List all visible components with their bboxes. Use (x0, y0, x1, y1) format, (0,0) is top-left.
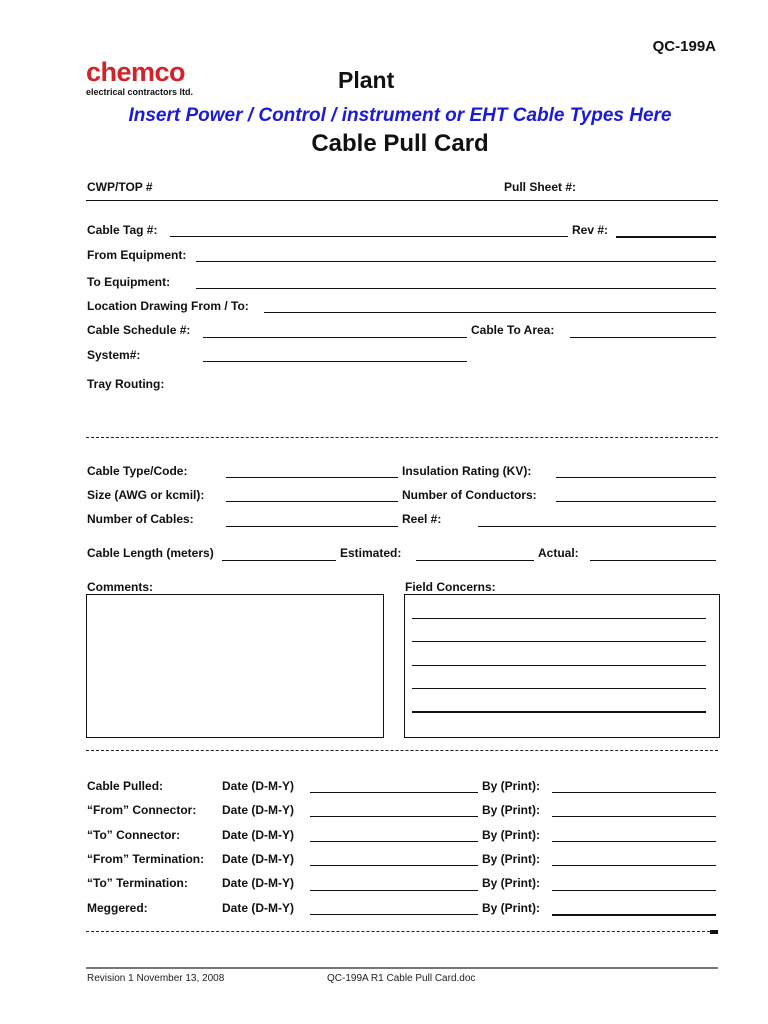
from-equipment-field[interactable] (196, 261, 716, 262)
actual-field[interactable] (590, 560, 716, 561)
date-field[interactable] (310, 816, 478, 817)
section-divider (86, 931, 710, 932)
top-divider (86, 200, 718, 201)
signoff-row-label: “From” Termination: (87, 852, 205, 866)
location-drawing-label: Location Drawing From / To: (87, 299, 249, 313)
company-logo-subtitle: electrical contractors ltd. (86, 87, 194, 97)
cable-to-area-label: Cable To Area: (471, 323, 555, 337)
num-cables-label: Number of Cables: (87, 512, 194, 526)
by-print-field[interactable] (552, 890, 716, 891)
size-label: Size (AWG or kcmil): (87, 488, 205, 502)
reel-label: Reel #: (402, 512, 442, 526)
num-cables-field[interactable] (226, 526, 398, 527)
field-concerns-box[interactable] (404, 594, 720, 738)
by-print-label: By (Print): (482, 876, 540, 890)
estimated-label: Estimated: (340, 546, 402, 560)
date-label: Date (D-M-Y) (222, 779, 294, 793)
tray-routing-label: Tray Routing: (87, 377, 165, 391)
by-print-label: By (Print): (482, 901, 540, 915)
cwp-top-label: CWP/TOP # (87, 180, 153, 194)
date-field[interactable] (310, 890, 478, 891)
to-equipment-label: To Equipment: (87, 275, 171, 289)
by-print-field[interactable] (552, 792, 716, 793)
signoff-row-label: Meggered: (87, 901, 148, 915)
divider-end-mark (710, 930, 718, 934)
cable-length-label: Cable Length (meters) (87, 546, 214, 560)
field-concerns-line (412, 618, 706, 619)
page-title: Cable Pull Card (311, 130, 489, 157)
date-label: Date (D-M-Y) (222, 901, 294, 915)
insulation-rating-label: Insulation Rating (KV): (402, 464, 532, 478)
company-logo: chemco (86, 57, 186, 87)
date-field[interactable] (310, 841, 478, 842)
cable-schedule-field[interactable] (203, 337, 467, 338)
plant-heading: Plant (338, 67, 395, 93)
by-print-label: By (Print): (482, 852, 540, 866)
estimated-field[interactable] (416, 560, 534, 561)
field-concerns-line (412, 665, 706, 666)
cable-types-subtitle: Insert Power / Control / instrument or EHT Cable Types Here (128, 105, 672, 126)
section-divider (86, 750, 718, 751)
by-print-label: By (Print): (482, 828, 540, 842)
date-label: Date (D-M-Y) (222, 803, 294, 817)
field-concerns-line (412, 641, 706, 642)
location-drawing-field[interactable] (264, 312, 716, 313)
signoff-row-label: Cable Pulled: (87, 779, 164, 793)
cable-length-field[interactable] (222, 560, 336, 561)
reel-field[interactable] (478, 526, 716, 527)
cable-tag-label: Cable Tag #: (87, 223, 158, 237)
from-equipment-label: From Equipment: (87, 248, 187, 262)
signoff-row-label: “To” Termination: (87, 876, 188, 890)
comments-label: Comments: (87, 580, 154, 594)
by-print-label: By (Print): (482, 779, 540, 793)
by-print-field[interactable] (552, 865, 716, 866)
signoff-row-label: “From” Connector: (87, 803, 197, 817)
to-equipment-field[interactable] (196, 288, 716, 289)
by-print-field[interactable] (552, 914, 716, 916)
date-field[interactable] (310, 792, 478, 793)
cable-schedule-label: Cable Schedule #: (87, 323, 191, 337)
revision-text: Revision 1 November 13, 2008 (87, 973, 225, 984)
cable-to-area-field[interactable] (570, 337, 716, 338)
by-print-field[interactable] (552, 841, 716, 842)
rev-label: Rev #: (572, 223, 609, 237)
actual-label: Actual: (538, 546, 579, 560)
field-concerns-line (412, 688, 706, 689)
cable-type-field[interactable] (226, 477, 398, 478)
date-label: Date (D-M-Y) (222, 876, 294, 890)
size-field[interactable] (226, 501, 398, 502)
num-conductors-field[interactable] (556, 501, 716, 502)
cable-type-label: Cable Type/Code: (87, 464, 188, 478)
signoff-row-label: “To” Connector: (87, 828, 181, 842)
cable-tag-field[interactable] (170, 236, 568, 237)
by-print-field[interactable] (552, 816, 716, 817)
system-label: System#: (87, 348, 141, 362)
insulation-rating-field[interactable] (556, 477, 716, 478)
date-field[interactable] (310, 865, 478, 866)
section-divider (86, 437, 718, 438)
footer-rule (86, 967, 718, 969)
field-concerns-label: Field Concerns: (405, 580, 496, 594)
filename-text: QC-199A R1 Cable Pull Card.doc (327, 973, 476, 984)
date-label: Date (D-M-Y) (222, 828, 294, 842)
date-field[interactable] (310, 914, 478, 915)
comments-box[interactable] (86, 594, 384, 738)
num-conductors-label: Number of Conductors: (402, 488, 537, 502)
system-field[interactable] (203, 361, 467, 362)
document-id: QC-199A (652, 38, 716, 55)
by-print-label: By (Print): (482, 803, 540, 817)
field-concerns-line (412, 711, 706, 713)
rev-field[interactable] (616, 236, 716, 238)
date-label: Date (D-M-Y) (222, 852, 294, 866)
pull-sheet-label: Pull Sheet #: (504, 180, 577, 194)
